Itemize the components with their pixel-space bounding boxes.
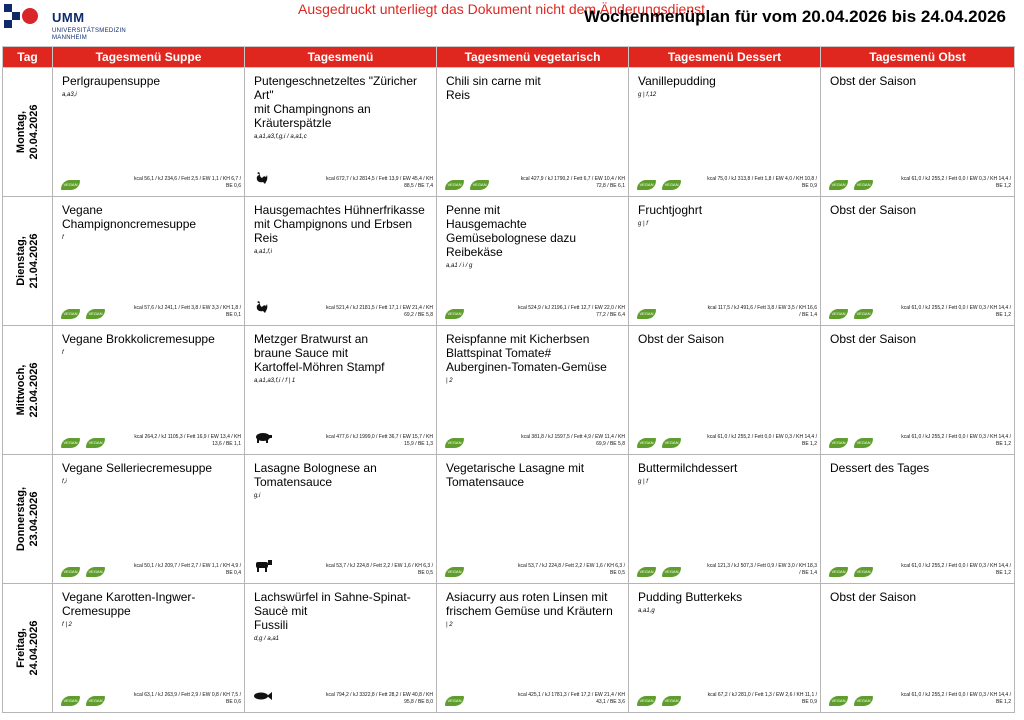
dish-name [830, 461, 1004, 475]
dish-line: Vegetarische Lasagne mit [446, 461, 585, 475]
diet-icons [445, 180, 489, 190]
diet-icons [61, 438, 105, 448]
menu-table [2, 46, 1015, 713]
diet-icons [61, 696, 105, 706]
menu-cell [437, 584, 629, 713]
menu-cell [245, 584, 437, 713]
dish-line: Penne mit [446, 203, 501, 217]
diet-icons [445, 309, 464, 319]
menu-cell [245, 455, 437, 584]
vegan-leaf-icon: VEGAN [61, 567, 80, 577]
menu-cell [53, 197, 245, 326]
dish-line: Tomatensauce [254, 475, 333, 489]
menu-cell [821, 455, 1015, 584]
dish-line: Obst der Saison [830, 74, 917, 88]
logo-square-icon [4, 4, 12, 12]
column-header: Tagesmenü Obst [821, 47, 1015, 68]
dish-name [446, 461, 618, 489]
vegan-leaf-icon: VEGAN [637, 696, 656, 706]
day-cell [3, 68, 53, 197]
dish-line: Reispfanne mit Kicherbsen [446, 332, 590, 346]
dish-line: Vegane [62, 203, 103, 217]
dish-line: Lasagne Bolognese an [254, 461, 377, 475]
day-label [15, 233, 41, 288]
menu-cell [437, 455, 629, 584]
diet-icons [637, 438, 681, 448]
dish-name [638, 332, 810, 346]
weekday: Dienstag, [14, 236, 27, 286]
dish-name [446, 74, 618, 102]
vegan-leaf-icon: VEGAN [829, 567, 848, 577]
dish-line: Chili sin carne mit [446, 74, 541, 88]
dish-line: Reis [446, 88, 471, 102]
dish-line: Hausgemachte [446, 217, 527, 231]
dish-name [62, 461, 234, 489]
nutrition-info: kcal 67,2 / kJ 281,0 / Fett 1,3 / EW 2,6 / KH 11,1 / BE 0,9 [707, 692, 817, 705]
logo-square-icon [12, 12, 20, 20]
vegan-leaf-icon: VEGAN [854, 696, 873, 706]
diet-icons [829, 696, 873, 706]
date: 24.04.2026 [27, 620, 40, 676]
dish-line: Obst der Saison [638, 332, 725, 346]
diet-icons [637, 696, 681, 706]
dish-line: Champignoncremesuppe [62, 217, 197, 231]
diet-icons [637, 567, 681, 577]
dish-name [446, 332, 618, 388]
vegan-leaf-icon: VEGAN [854, 438, 873, 448]
allergen-codes: g | f [638, 221, 648, 227]
dish-name [62, 203, 234, 245]
diet-icons [253, 300, 269, 319]
nutrition-info: kcal 121,3 / kJ 507,3 / Fett 0,9 / EW 3,0 / KH 18,3 / BE 1,4 [707, 563, 817, 576]
print-notice: Ausgedruckt unterliegt das Dokument nicht dem Änderungsdienst [298, 1, 706, 17]
diet-icons [61, 309, 105, 319]
dish-line: Perlgraupensuppe [62, 74, 161, 88]
nutrition-info: kcal 61,0 / kJ 255,2 / Fett 0,0 / EW 0,3 / KH 14,4 / BE 1,2 [901, 176, 1011, 189]
vegan-leaf-icon: VEGAN [662, 567, 681, 577]
logo-subtitle: MANNHEIM [52, 35, 88, 41]
menu-cell [437, 326, 629, 455]
dish-line: Asiacurry aus roten Linsen mit [446, 590, 608, 604]
dish-name [830, 590, 1004, 604]
dish-name [638, 461, 810, 489]
vegan-leaf-icon: VEGAN [829, 438, 848, 448]
logo-circle-icon [22, 8, 38, 24]
vegan-leaf-icon: VEGAN [470, 180, 489, 190]
nutrition-info: kcal 524,9 / kJ 2196,1 / Fett 12,7 / EW 22,0 / KH 77,2 / BE 6,4 [518, 305, 625, 318]
diet-icons [61, 567, 105, 577]
dish-line: Auberginen-Tomaten-Gemüse [446, 360, 607, 374]
menu-cell [53, 68, 245, 197]
column-header: Tagesmenü Suppe [53, 47, 245, 68]
table-row [3, 326, 1015, 455]
dish-line: Tomatensauce [446, 475, 525, 489]
day-cell [3, 326, 53, 455]
allergen-codes: a,a1,a3,f,g,i / a,a1,c [254, 134, 307, 140]
weekday: Montag, [14, 110, 27, 154]
nutrition-info: kcal 427,9 / kJ 1790,2 / Fett 6,7 / EW 10,4 / KH 72,8 / BE 6,1 [520, 176, 625, 189]
menu-cell [245, 326, 437, 455]
vegan-leaf-icon: VEGAN [854, 567, 873, 577]
vegan-leaf-icon: VEGAN [445, 438, 464, 448]
menu-body [3, 68, 1015, 713]
nutrition-info: kcal 63,1 / kJ 263,9 / Fett 2,9 / EW 0,8 / KH 7,5 / BE 0,6 [134, 692, 241, 705]
menu-cell [821, 584, 1015, 713]
vegan-leaf-icon: VEGAN [829, 696, 848, 706]
dish-name [254, 461, 426, 503]
page-title: Wochenmenüplan für vom 20.04.2026 bis 24.04.2026 [583, 7, 1006, 26]
logo-name: UMM [52, 10, 85, 25]
nutrition-info: kcal 521,4 / kJ 2181,5 / Fett 17,1 / EW 21,4 / KH 69,2 / BE 5,8 [326, 305, 433, 318]
diet-icons [445, 696, 464, 706]
allergen-codes: a,a1,a3,f,i / f | 1 [254, 378, 296, 384]
vegan-leaf-icon: VEGAN [637, 180, 656, 190]
allergen-codes: g | f,12 [638, 92, 657, 98]
day-label [15, 362, 41, 417]
vegan-leaf-icon: VEGAN [854, 180, 873, 190]
cow-icon [253, 559, 273, 577]
vegan-leaf-icon: VEGAN [637, 567, 656, 577]
table-row [3, 197, 1015, 326]
menu-cell [437, 197, 629, 326]
dish-line: Fruchtjoghrt [638, 203, 703, 217]
nutrition-info: kcal 477,6 / kJ 1999,0 / Fett 36,7 / EW 15,7 / KH 15,9 / BE 1,3 [326, 434, 433, 447]
dish-line: Obst der Saison [830, 590, 917, 604]
diet-icons [829, 309, 873, 319]
day-label [15, 487, 41, 551]
dish-line: Gemüsebolognese dazu [446, 231, 577, 245]
allergen-codes: f [62, 350, 64, 356]
dish-name [638, 203, 810, 231]
allergen-codes: | 2 [446, 378, 453, 384]
fish-icon [253, 688, 273, 706]
diet-icons [253, 430, 273, 448]
nutrition-info: kcal 61,0 / kJ 255,2 / Fett 0,0 / EW 0,3 / KH 14,4 / BE 1,2 [901, 434, 1011, 447]
menu-cell [821, 197, 1015, 326]
diet-icons [253, 559, 273, 577]
diet-icons [829, 438, 873, 448]
nutrition-info: kcal 425,1 / kJ 1781,3 / Fett 17,2 / EW 21,4 / KH 43,1 / BE 3,6 [518, 692, 625, 705]
nutrition-info: kcal 53,7 / kJ 224,8 / Fett 2,2 / EW 1,6 / KH 6,3 / BE 0,5 [518, 563, 625, 576]
vegan-leaf-icon: VEGAN [61, 309, 80, 319]
diet-icons [253, 171, 269, 190]
vegan-leaf-icon: VEGAN [662, 438, 681, 448]
vegan-leaf-icon: VEGAN [662, 180, 681, 190]
diet-icons [445, 567, 464, 577]
allergen-codes: g,i [254, 493, 261, 499]
allergen-codes: a,a1,f,i [254, 249, 273, 255]
table-row [3, 68, 1015, 197]
dish-line: Obst der Saison [830, 332, 917, 346]
dish-name [638, 74, 810, 102]
nutrition-info: kcal 61,0 / kJ 255,2 / Fett 0,0 / EW 0,3 / KH 14,4 / BE 1,2 [901, 563, 1011, 576]
menu-cell [53, 455, 245, 584]
allergen-codes: a,a3,i [62, 92, 77, 98]
vegan-leaf-icon: VEGAN [854, 309, 873, 319]
nutrition-info: kcal 61,0 / kJ 255,2 / Fett 0,0 / EW 0,3 / KH 14,4 / BE 1,2 [901, 692, 1011, 705]
vegan-leaf-icon: VEGAN [61, 696, 80, 706]
dish-name [446, 203, 618, 273]
nutrition-info: kcal 61,0 / kJ 255,2 / Fett 0,0 / EW 0,3 / KH 14,4 / BE 1,2 [901, 305, 1011, 318]
nutrition-info: kcal 794,2 / kJ 3322,8 / Fett 28,2 / EW 40,8 / KH 95,8 / BE 8,0 [326, 692, 433, 705]
menu-cell [629, 455, 821, 584]
vegan-leaf-icon: VEGAN [61, 180, 80, 190]
vegan-leaf-icon: VEGAN [445, 567, 464, 577]
dish-name [62, 590, 234, 632]
diet-icons [829, 567, 873, 577]
diet-icons [445, 438, 464, 448]
diet-icons [637, 309, 656, 319]
column-header: Tag [3, 47, 53, 68]
dish-line: Lachswürfel in Sahne-Spinat- [254, 590, 411, 604]
dish-name [830, 332, 1004, 346]
menu-cell [245, 68, 437, 197]
dish-line: Vanillepudding [638, 74, 716, 88]
dish-name [254, 590, 426, 646]
day-cell [3, 455, 53, 584]
dish-line: Buttermilchdessert [638, 461, 738, 475]
weekday: Freitag, [14, 628, 27, 668]
dish-line: frischem Gemüse und Kräutern [446, 604, 613, 618]
allergen-codes: a,a1 / i / g [446, 263, 473, 269]
menu-cell [53, 326, 245, 455]
dish-name [446, 590, 618, 632]
allergen-codes: f,i [62, 479, 67, 485]
vegan-leaf-icon: VEGAN [61, 438, 80, 448]
dish-name [254, 203, 426, 259]
day-cell [3, 197, 53, 326]
dish-line: Putengeschnetzeltes "Züricher Art" [254, 74, 418, 102]
day-label [15, 104, 41, 159]
allergen-codes: | 2 [446, 622, 453, 628]
nutrition-info: kcal 57,6 / kJ 241,1 / Fett 3,8 / EW 3,3 / KH 1,8 / BE 0,1 [134, 305, 241, 318]
table-row [3, 584, 1015, 713]
date: 21.04.2026 [27, 233, 40, 289]
nutrition-info: kcal 56,1 / kJ 234,6 / Fett 2,5 / EW 1,1 / KH 6,7 / BE 0,6 [134, 176, 241, 189]
vegan-leaf-icon: VEGAN [637, 309, 656, 319]
logo-square-icon [4, 20, 12, 28]
dish-line: Reibekäse [446, 245, 503, 259]
umm-logo [4, 4, 127, 42]
dish-line: Reis [254, 231, 279, 245]
column-header: Tagesmenü [245, 47, 437, 68]
dish-line: Vegane Brokkolicremesuppe [62, 332, 215, 346]
menu-cell [437, 68, 629, 197]
dish-name [62, 74, 234, 102]
menu-cell [629, 197, 821, 326]
dish-line: Kartoffel-Möhren Stampf [254, 360, 385, 374]
vegan-leaf-icon: VEGAN [86, 567, 105, 577]
vegan-leaf-icon: VEGAN [662, 696, 681, 706]
vegan-leaf-icon: VEGAN [86, 309, 105, 319]
dish-line: Dessert des Tages [830, 461, 930, 475]
date: 20.04.2026 [27, 104, 40, 160]
logo-subtitle: UNIVERSITÄTSMEDIZIN [52, 28, 127, 34]
nutrition-info: kcal 264,2 / kJ 1105,3 / Fett 16,9 / EW 13,4 / KH 13,6 / BE 1,1 [134, 434, 241, 447]
date: 22.04.2026 [27, 362, 40, 418]
column-header: Tagesmenü Dessert [629, 47, 821, 68]
dish-line: Vegane Karotten-Ingwer- [62, 590, 196, 604]
dish-line: Blattspinat Tomate# [446, 346, 552, 360]
nutrition-info: kcal 381,8 / kJ 1597,5 / Fett 4,9 / EW 11,4 / KH 69,9 / BE 5,8 [521, 434, 625, 447]
diet-icons [253, 688, 273, 706]
dish-line: Vegane Selleriecremesuppe [62, 461, 213, 475]
vegan-leaf-icon: VEGAN [445, 309, 464, 319]
nutrition-info: kcal 53,7 / kJ 224,8 / Fett 2,2 / EW 1,6 / KH 6,3 / BE 0,5 [326, 563, 433, 576]
nutrition-info: kcal 672,7 / kJ 2814,5 / Fett 13,9 / EW 45,4 / KH 88,5 / BE 7,4 [326, 176, 433, 189]
day-cell [3, 584, 53, 713]
dish-name [638, 590, 810, 618]
chicken-icon [253, 171, 269, 190]
weekday: Mittwoch, [14, 364, 27, 416]
dish-line: mit Champignons und Erbsen [254, 217, 413, 231]
allergen-codes: g | f [638, 479, 648, 485]
menu-cell [629, 326, 821, 455]
diet-icons [637, 180, 681, 190]
menu-cell [629, 584, 821, 713]
vegan-leaf-icon: VEGAN [445, 696, 464, 706]
diet-icons [61, 180, 80, 190]
vegan-leaf-icon: VEGAN [829, 309, 848, 319]
dish-line: braune Sauce mit [254, 346, 349, 360]
vegan-leaf-icon: VEGAN [829, 180, 848, 190]
dish-line: Obst der Saison [830, 203, 917, 217]
diet-icons [829, 180, 873, 190]
chicken-icon [253, 300, 269, 319]
vegan-leaf-icon: VEGAN [445, 180, 464, 190]
date: 23.04.2026 [27, 491, 40, 547]
dish-name [62, 332, 234, 360]
allergen-codes: f [62, 235, 64, 241]
allergen-codes: a,a1,g [638, 608, 655, 614]
menu-cell [53, 584, 245, 713]
menu-cell [245, 197, 437, 326]
dish-line: Metzger Bratwurst an [254, 332, 369, 346]
allergen-codes: f | 2 [62, 622, 72, 628]
dish-line: Pudding Butterkeks [638, 590, 743, 604]
menu-cell [629, 68, 821, 197]
table-row [3, 455, 1015, 584]
nutrition-info: kcal 117,5 / kJ 491,6 / Fett 3,8 / EW 3,5 / KH 16,6 / BE 1,4 [707, 305, 817, 318]
nutrition-info: kcal 50,1 / kJ 209,7 / Fett 2,7 / EW 1,1 / KH 4,9 / BE 0,4 [134, 563, 241, 576]
dish-line: Hausgemachtes Hühnerfrikasse [254, 203, 425, 217]
pig-icon [253, 430, 273, 448]
allergen-codes: d,g / a,a1 [254, 636, 280, 642]
dish-line: mit Champingnons an Kräuterspätzle [254, 102, 371, 130]
dish-name [254, 332, 426, 388]
dish-name [830, 74, 1004, 88]
vegan-leaf-icon: VEGAN [86, 696, 105, 706]
page-header [0, 0, 1024, 44]
column-header: Tagesmenü vegetarisch [437, 47, 629, 68]
vegan-leaf-icon: VEGAN [86, 438, 105, 448]
nutrition-info: kcal 75,0 / kJ 313,8 / Fett 1,8 / EW 4,0 / KH 10,8 / BE 0,9 [707, 176, 817, 189]
dish-name [254, 74, 426, 144]
dish-line: Fussili [254, 618, 289, 632]
weekday: Donnerstag, [14, 486, 27, 552]
nutrition-info: kcal 61,0 / kJ 255,2 / Fett 0,0 / EW 0,3 / KH 14,4 / BE 1,2 [707, 434, 817, 447]
dish-line: Cremesuppe [62, 604, 131, 618]
menu-cell [821, 68, 1015, 197]
vegan-leaf-icon: VEGAN [637, 438, 656, 448]
day-label [15, 620, 41, 675]
header-row [3, 47, 1015, 68]
dish-line: Saucè mit [254, 604, 308, 618]
menu-cell [821, 326, 1015, 455]
dish-name [830, 203, 1004, 217]
